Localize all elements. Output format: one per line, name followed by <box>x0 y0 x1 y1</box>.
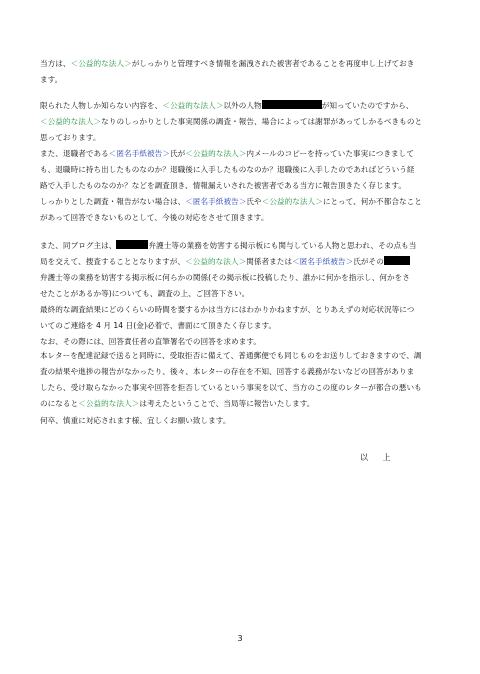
text-segment: したら、受け取らなかった事実や回答を拒否しているという事実を以て、当方のこの度のレターが都合の悪いも <box>40 383 422 392</box>
text-segment: 当方は、 <box>40 59 71 68</box>
placeholder-public-corp: ＜公益的な法人＞ <box>185 257 247 266</box>
text-segment: にとって、何か不都合なこと <box>322 197 422 206</box>
text-segment: なお、その際には、回答責任者の直筆署名での回答を求めます。 <box>40 337 262 346</box>
redaction-block <box>384 256 410 265</box>
text-line <box>40 56 444 72</box>
text-segment: がしっかりと管理すべき情報を漏洩された被害者であることを再度申し上げておき <box>131 59 415 68</box>
paragraph-victim-statement <box>40 56 444 88</box>
text-segment: 氏がその <box>353 257 384 266</box>
text-segment: のになると <box>40 399 79 408</box>
paragraph-delivery-notice <box>40 348 444 412</box>
placeholder-anon-defendant: ＜匿名手紙被告＞ <box>292 257 354 266</box>
placeholder-public-corp: ＜公益的な法人＞ <box>40 117 102 126</box>
placeholder-anon-defendant: ＜匿名手紙被告＞ <box>108 149 170 158</box>
text-segment: 局を交えて、捜査することとなりますが、 <box>40 257 186 266</box>
placeholder-public-corp: ＜公益的な法人＞ <box>185 149 247 158</box>
text-segment: 何卒、慎重に対応されます様、宜しくお願い致します。 <box>40 416 231 425</box>
text-segment: も、退職時に持ち出したものなのか？退職後に入手したものなのか？退職後に入手したのであればどういう経 <box>40 165 415 174</box>
text-segment: 思っております。 <box>40 133 101 142</box>
text-segment: 本レターを配達記録で送ると同時に、受取拒否に備えて、普通郵便でも同じものをお送りしておきますので、調 <box>40 351 422 360</box>
text-segment: ます。 <box>40 75 63 84</box>
placeholder-public-corp: ＜公益的な法人＞ <box>261 197 323 206</box>
text-segment: いてのご連絡を 4 月 14 日(金)必着で、書面にて頂きたく存じます。 <box>40 321 277 330</box>
text-segment: しっかりとした調査・報告がない場合は、 <box>40 197 186 206</box>
text-line <box>40 162 444 178</box>
text-line <box>40 270 444 286</box>
paragraph-closing-request <box>40 413 444 429</box>
closing-mark: 以 上 <box>360 453 397 462</box>
redaction-block <box>262 100 322 109</box>
text-segment: 査の結果や進捗の報告がなかったり、後々、本レターの存在を不知、回答する義務がないなどの回答がありま <box>40 367 415 376</box>
text-segment: 氏が <box>169 149 186 158</box>
text-segment: は考えたということで、当局等に報告いたします。 <box>139 399 315 408</box>
placeholder-public-corp: ＜公益的な法人＞ <box>78 399 140 408</box>
text-line <box>40 238 444 254</box>
text-segment: 関係者または <box>246 257 293 266</box>
text-line <box>40 396 444 412</box>
text-segment: 限られた人物しか知らない内容を、 <box>40 101 163 110</box>
text-segment: 路で入手したものなのか？などを調査頂き、情報漏えいされた被害者である当方に報告頂きたく存じます。 <box>40 181 406 190</box>
text-line <box>40 146 444 162</box>
text-line <box>40 318 444 334</box>
redaction-block <box>116 240 148 249</box>
page-number: 3 <box>237 634 243 643</box>
text-segment: また、退職者である <box>40 149 109 158</box>
text-segment: 氏や <box>246 197 262 206</box>
text-line <box>40 114 444 130</box>
text-line <box>40 286 444 302</box>
text-line <box>40 302 444 318</box>
placeholder-anon-defendant: ＜匿名手紙被告＞ <box>185 197 247 206</box>
text-segment: 内メールのコピーを持っていた事実につきまして <box>246 149 414 158</box>
text-segment: また、同ブログ主は、 <box>40 241 117 250</box>
text-segment: が知っていたのですから、 <box>321 101 414 110</box>
text-line <box>40 210 444 226</box>
text-line <box>40 413 444 429</box>
text-line <box>40 194 444 210</box>
text-line <box>40 178 444 194</box>
text-segment: 最終的な調査結果にどのくらいの時間を要するかは当方にはわかりかねますが、とりあえずの対応状況等につ <box>40 305 415 314</box>
text-line <box>40 348 444 364</box>
text-line <box>40 98 444 114</box>
text-segment: 弁護士等の業務を妨害する掲示板に何らかの関係(その掲示板に投稿したり、誰かに何かを指示し、何かをさ <box>40 273 410 282</box>
text-segment: 以外の人物 <box>223 101 262 110</box>
text-segment: があって回答できないものとして、今後の対応をさせて頂きます。 <box>40 213 269 222</box>
text-segment: せたことがあるか等)についても、調査の上、ご回答下さい。 <box>40 289 250 298</box>
text-line <box>40 380 444 396</box>
text-line <box>40 130 444 146</box>
text-line <box>40 364 444 380</box>
paragraph-investigation-request <box>40 98 444 226</box>
text-segment: なりのしっかりとした事実関係の調査・報告、場合によっては謝罪があってしかるべきものと <box>101 117 423 126</box>
paragraph-blog-owner <box>40 238 444 350</box>
placeholder-public-corp: ＜公益的な法人＞ <box>70 59 132 68</box>
text-line <box>40 254 444 270</box>
placeholder-public-corp: ＜公益的な法人＞ <box>162 101 224 110</box>
text-segment: 弁護士等の業務を妨害する掲示板にも関与している人物と思われ、その点も当 <box>148 241 417 250</box>
text-line <box>40 72 444 88</box>
